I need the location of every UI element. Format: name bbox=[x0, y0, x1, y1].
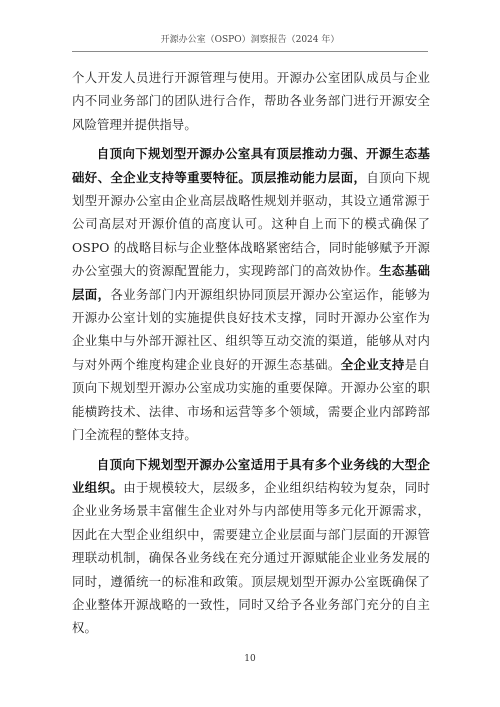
paragraph-text: 个人开发人员进行开源管理与使用。开源办公室团队成员与企业内不同业务部门的团队进行合作，帮助各业务部门进行开源安全风险管理并提供指导。 bbox=[72, 70, 430, 132]
header-divider bbox=[72, 51, 428, 52]
paragraph-text: 由于规模较大，层级多，企业组织结构较为复杂，同时企业业务场景丰富催生企业对外与内部使用等多元化开源需求，因此在大型企业组织中，需要建立企业层面与部门层面的开源管理联动机制，确保各业务线在充分通过开源赋能企业业务发展的同时，遵循统一的标准和政策。顶层规划型开源办公室既确保了企业整体开源战略的一致性，同时又给予各业务部门充分的自主权。 bbox=[72, 479, 430, 636]
bold-term-enterprise-support: 全企业支持 bbox=[340, 356, 405, 372]
page-number: 10 bbox=[244, 654, 256, 664]
paragraph-1 bbox=[72, 66, 430, 136]
paragraph-text: 各业务部门内开源组织协同顶层开源办公室运作，能够为开源办公室计划的实施提供良好技术支撑，同时开源办公室作为企业集中与外部开源社区、组织等互动交流的渠道，能够从对内与对外两个维度构建企业良好的开源生态基础。 bbox=[72, 286, 430, 372]
bold-term-ecosystem: 生态基础层面， bbox=[72, 263, 430, 302]
bold-lead-sentence: 自顶向下规划型开源办公室具有顶层推动力强、开源生态基础好、全企业支持等重要特征。 bbox=[72, 146, 430, 185]
bold-term-top-level: 顶层推动能力层面， bbox=[251, 169, 367, 185]
document-body bbox=[72, 66, 430, 646]
paragraph-2 bbox=[72, 142, 430, 446]
bold-lead-sentence: 自顶向下规划型开源办公室适用于具有多个业务线的大型企业组织。 bbox=[72, 456, 430, 495]
page-header: 开源办公室（OSPO）洞察报告（2024 年） bbox=[160, 35, 340, 45]
paragraph-3 bbox=[72, 453, 430, 640]
paragraph-text: 是自顶向下规划型开源办公室成功实施的重要保障。开源办公室的职能横跨技术、法律、市场和运营等多个领域，需要企业内部跨部门全流程的整体支持。 bbox=[72, 356, 431, 443]
paragraph-text: 自顶向下规划型开源办公室由企业高层战略性规划并驱动，其设立通常源于公司高层对开源价值的高度认可。这种自上而下的模式确保了 OSPO 的战略目标与企业整体战略紧密结合，同时能够赋予开源办公室强大的资源配置能力，实现跨部门的高效协作。 bbox=[72, 169, 431, 279]
